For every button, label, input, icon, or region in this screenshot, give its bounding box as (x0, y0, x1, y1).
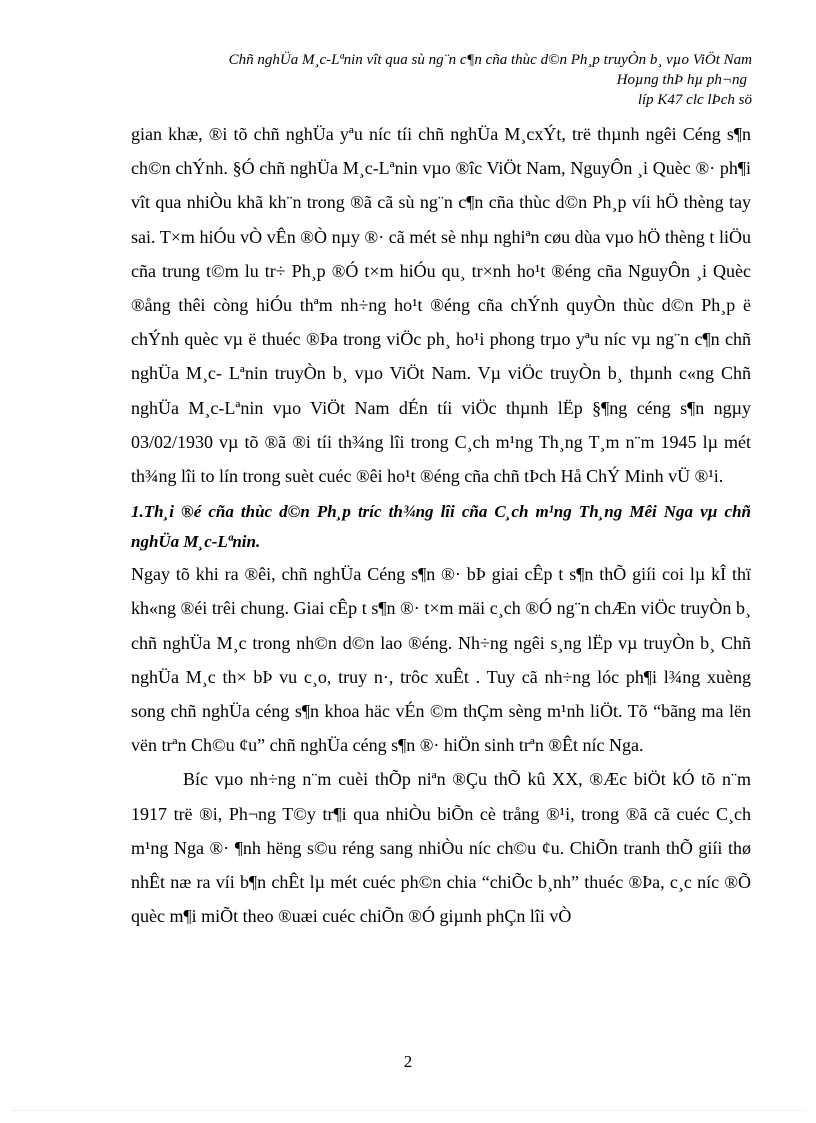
page-number: 2 (403, 1052, 413, 1071)
header-author: Hoµng thÞ hµ ph¬ng (616, 72, 747, 88)
page-bottom-divider (12, 1110, 804, 1111)
header-title: Chñ nghÜa M¸c-Lªnin vît qua sù ng¨n c¶n cña thùc d©n Ph¸p truyÒn b¸ vµo ViÖt Nam (228, 52, 752, 68)
paragraph-3: Bíc vµo nh÷ng n¨m cuèi thÕp niªn ®Çu thÕ kû XX, ®Æc biÖt kÓ tõ n¨m 1917 trë ®i, Ph¬ng T©y tr¶i qua nhiÒu biÕn cè trång ®¹i, trong ®ã cã cuéc C¸ch m¹ng Nga ®· ¶nh hëng s©u réng sang nhiÒu níc ch©u ¢u. ChiÕn tranh thÕ giíi thø nhÊt næ ra víi b¶n chÊt lµ mét cuéc ph©n chia “chiÕc b¸nh” thuéc ®Þa, c¸c níc ®Õ quèc m¶i miÕt theo ®uæi cuéc chiÕn ®Ó giµnh phÇn lîi vÒ (131, 769, 751, 927)
section-heading: 1.Th¸i ®é cña thùc d©n Ph¸p tríc th¾ng lîi cña C¸ch m¹ng Th¸ng Mêi Nga vµ chñ nghÜa M¸c-Lªnin. (131, 502, 751, 552)
document-body (131, 117, 751, 933)
paragraph-1: gian khæ, ®i tõ chñ nghÜa yªu níc tíi chñ nghÜa M¸cxÝt, trë thµnh ngêi Céng s¶n ch©n chÝnh. §Ó chñ nghÜa M¸c-Lªnin vµo ®îc ViÖt Nam, NguyÔn ¸i Quèc ®· ph¶i vît qua nhiÒu khã kh¨n trong ®ã cã sù ng¨n c¶n cña thùc d©n Ph¸p víi hÖ thèng tay sai. T×m hiÓu vÒ vÊn ®Ò nµy ®· cã mét sè nhµ nghiªn cøu dùa vµo hÖ thèng t liÖu cña trung t©m lu tr÷ Ph¸p ®Ó t×m hiÓu qu¸ tr×nh ho¹t ®éng cña NguyÔn ¸i Quèc ®ång thêi còng hiÓu thªm nh÷ng ho¹t ®éng cña chÝnh quyÒn thùc d©n Ph¸p ë chÝnh quèc vµ ë thuéc ®Þa trong viÖc ph¸ ho¹i phong trµo yªu níc vµ ng¨n c¶n chñ nghÜa M¸c- Lªnin truyÒn b¸ vµo ViÖt Nam. Vµ viÖc truyÒn b¸ thµnh c«ng Chñ nghÜa M¸c-Lªnin vµo ViÖt Nam dÉn tíi viÖc thµnh lËp §¶ng céng s¶n ngµy 03/02/1930 vµ tõ ®ã ®i tíi th¾ng lîi trong C¸ch m¹ng Th¸ng T¸m n¨m 1945 lµ mét th¾ng lîi to lín trong suèt cuéc ®êi ho¹t ®éng cña chñ tÞch Hå ChÝ Minh vÜ ®¹i. (131, 124, 751, 487)
header-class: líp K47 clc lÞch sö (637, 92, 752, 108)
paragraph-2: Ngay tõ khi ra ®êi, chñ nghÜa Céng s¶n ®· bÞ giai cÊp t s¶n thÕ giíi coi lµ kÎ thï kh«ng ®éi trêi chung. Giai cÊp t s¶n ®· t×m mäi c¸ch ®Ó ng¨n chÆn viÖc truyÒn b¸ chñ nghÜa M¸c trong nh©n d©n lao ®éng. Nh÷ng ngêi s¸ng lËp vµ truyÒn b¸ Chñ nghÜa M¸c th× bÞ vu c¸o, truy n·, trôc xuÊt . Tuy cã nh÷ng lóc ph¶i l¾ng xuèng song chñ nghÜa céng s¶n khoa häc vÉn ©m thÇm sèng m¹nh liÖt. Tõ “bãng ma lën vën trªn Ch©u ¢u” chñ nghÜa céng s¶n ®· hiÖn sinh trªn ®Êt níc Nga. (131, 564, 751, 756)
